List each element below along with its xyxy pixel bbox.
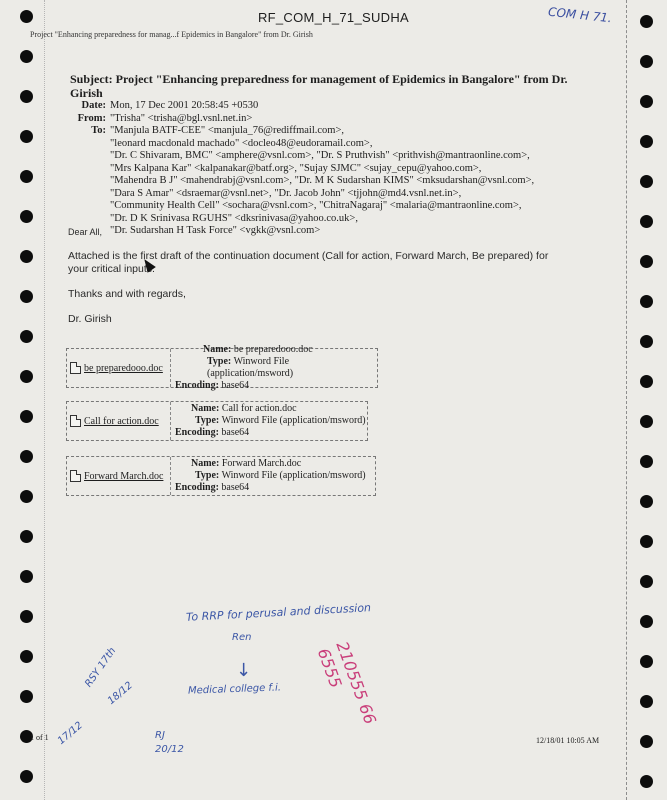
feed-hole: [640, 335, 653, 348]
recipient-line: "Community Health Cell" <sochara@vsnl.com>, "ChitraNagaraj" <malaria@mantraonline.com>,: [110, 200, 522, 211]
recipient-line: "Mahendra B J" <mahendrabj@vsnl.com>, "Dr. M K Sudarshan KIMS" <mksudarshan@vsnl.com>,: [110, 175, 535, 186]
feed-hole: [640, 135, 653, 148]
signature: Dr. Girish: [68, 313, 112, 325]
feed-hole: [20, 90, 33, 103]
recipient-line: "Dr. C Shivaram, BMC" <amphere@vsnl.com>, "Dr. S Pruthvish" <prithvish@mantraonline.com>,: [110, 150, 530, 161]
feed-hole: [20, 410, 33, 423]
feed-hole: [20, 250, 33, 263]
from-label: From:: [77, 112, 106, 124]
handwritten-initials: 18/12: [105, 680, 135, 707]
greeting: Dear All,: [68, 227, 103, 237]
print-header-title: Project "Enhancing preparedness for manag...f Epidemics in Bangalore" from Dr. Girish: [30, 30, 313, 39]
handwritten-initials: RJ: [155, 730, 165, 741]
attachment-box: [66, 344, 378, 391]
document-icon: [70, 362, 81, 374]
attachment-name-row: Name: be preparedooo.doc: [203, 344, 313, 355]
recipient-line: "Dara S Amar" <dsraemar@vsnl.net>, "Dr. Jacob John" <tjjohn@md4.vsnl.net.in>,: [110, 187, 462, 199]
feed-hole: [640, 55, 653, 68]
feed-hole: [640, 695, 653, 708]
attachment-name-row: Name: Call for action.doc: [191, 403, 297, 414]
feed-hole: [640, 375, 653, 388]
attachment-box: [66, 456, 376, 496]
feed-hole: [20, 450, 33, 463]
feed-hole: [20, 690, 33, 703]
feed-hole: [20, 330, 33, 343]
feed-hole: [640, 255, 653, 268]
feed-hole: [640, 95, 653, 108]
red-handwritten-number: 210555 666555: [313, 638, 380, 727]
to-recipients: [110, 125, 570, 238]
feed-hole: [640, 775, 653, 788]
feed-hole: [20, 530, 33, 543]
attachment-encoding-row: Encoding: base64: [175, 427, 250, 438]
down-arrow-icon: ↓: [236, 660, 252, 681]
feed-hole: [640, 735, 653, 748]
subject-label: Subject:: [70, 72, 113, 86]
attachment-link-cell[interactable]: [67, 402, 171, 440]
from-row: [70, 113, 570, 126]
from-value: "Trisha" <trisha@bgl.vsnl.net.in>: [110, 112, 253, 124]
body-line-2: your critical inputs.: [68, 263, 155, 275]
feed-hole: [20, 650, 33, 663]
feed-hole: [20, 50, 33, 63]
feed-hole: [20, 210, 33, 223]
feed-hole: [20, 770, 33, 783]
handwritten-initials: 17/12: [55, 720, 85, 747]
right-perforation: [626, 0, 627, 800]
attachment-link-cell[interactable]: [67, 349, 171, 387]
recipient-line: "Mrs Kalpana Kar" <kalpanakar@batf.org>, "Sujay SJMC" <sujay_cepu@yahoo.com>,: [110, 162, 482, 174]
feed-hole: [640, 575, 653, 588]
attachment-box: [66, 401, 368, 441]
attachment-link[interactable]: Call for action.doc: [84, 415, 159, 427]
handwritten-note: Ren: [232, 632, 252, 643]
feed-hole: [640, 495, 653, 508]
to-row: [70, 125, 570, 238]
attachment-details: [171, 402, 367, 440]
subject-text: Project "Enhancing preparedness for management of Epidemics in Bangalore" from Dr. Girish: [70, 72, 568, 100]
attachment-link[interactable]: be preparedooo.doc: [84, 362, 163, 374]
feed-hole: [20, 610, 33, 623]
document-icon: [70, 470, 81, 482]
attachment-type-row: Type: Winword File (application/msword): [195, 470, 366, 481]
recipient-line: "Dr. Sudarshan H Task Force" <vgkk@vsnl.com>: [110, 225, 321, 236]
feed-hole: [20, 130, 33, 143]
recipient-line: "leonard macdonald machado" <docleo48@eudoramail.com>,: [110, 137, 373, 149]
feed-hole: [640, 215, 653, 228]
recipient-line: "Manjula BATF-CEE" <manjula_76@rediffmail.com>,: [110, 125, 345, 136]
to-label: To:: [91, 125, 106, 136]
handwritten-reference: COM H 71.: [547, 4, 613, 26]
left-feed-holes: [20, 0, 36, 800]
page-number: 1 of 1: [30, 733, 49, 742]
date-label: Date:: [81, 100, 106, 111]
handwritten-initials: 20/12: [155, 744, 184, 755]
print-timestamp: 12/18/01 10:05 AM: [536, 736, 600, 745]
feed-hole: [640, 535, 653, 548]
right-feed-holes: [640, 0, 656, 800]
attachment-type-row: Type: Winword File (application/msword): [195, 415, 366, 426]
feed-hole: [20, 170, 33, 183]
feed-hole: [640, 655, 653, 668]
body-line-1: Attached is the first draft of the continuation document (Call for action, Forward March, Be prepared) for: [68, 250, 549, 262]
left-perforation: [44, 0, 45, 800]
recipient-line: "Dr. D K Srinivasa RGUHS" <dksrinivasa@yahoo.co.uk>,: [110, 212, 358, 224]
attachment-name-row: Name: Forward March.doc: [191, 458, 302, 469]
feed-hole: [20, 290, 33, 303]
handwritten-initials: RSY 17th: [83, 645, 119, 690]
attachment-link[interactable]: Forward March.doc: [84, 470, 164, 482]
feed-hole: [640, 615, 653, 628]
date-value: Mon, 17 Dec 2001 20:58:45 +0530: [110, 100, 259, 111]
date-row: [70, 100, 570, 113]
closing-line: Thanks and with regards,: [68, 288, 186, 300]
attachment-encoding-row: Encoding: base64: [175, 482, 250, 493]
attachment-encoding-row: Encoding: base64: [175, 380, 250, 391]
attachment-link-cell[interactable]: [67, 457, 171, 495]
handwritten-note: To RRP for perusal and discussion: [185, 601, 372, 624]
attachment-type-row: Type: Winword File (application/msword): [207, 356, 294, 379]
feed-hole: [640, 175, 653, 188]
document-id: RF_COM_H_71_SUDHA: [257, 10, 410, 25]
feed-hole: [640, 415, 653, 428]
attachment-details: [171, 457, 375, 495]
handwritten-note: Medical college f.i.: [187, 682, 282, 697]
feed-hole: [20, 370, 33, 383]
feed-hole: [20, 490, 33, 503]
subject-row: [70, 72, 570, 100]
feed-hole: [640, 455, 653, 468]
document-icon: [70, 415, 81, 427]
feed-hole: [20, 570, 33, 583]
email-header: [70, 72, 570, 238]
feed-hole: [640, 295, 653, 308]
attachment-details: [171, 344, 377, 391]
